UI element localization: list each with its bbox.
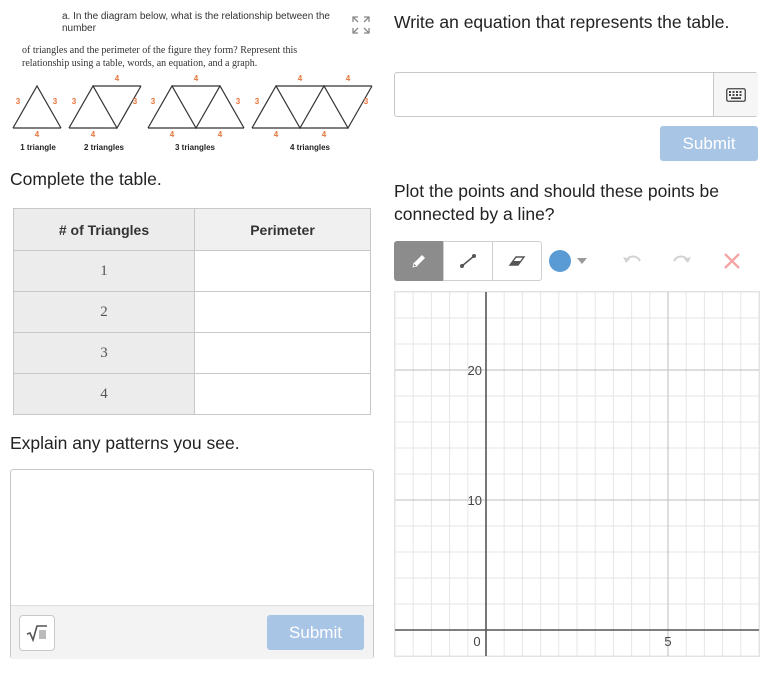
side-length-label: 3 <box>150 97 156 106</box>
bottom-length-label: 4 <box>217 130 223 139</box>
triangle-count-cell: 2 <box>14 292 195 333</box>
redo-button[interactable] <box>670 250 694 272</box>
explain-textarea[interactable] <box>11 470 373 605</box>
y-tick-label: 20 <box>467 363 482 378</box>
problem-image <box>10 8 375 158</box>
bottom-length-label: 4 <box>321 130 327 139</box>
top-length-label: 4 <box>297 74 303 83</box>
side-length-label: 3 <box>254 97 260 106</box>
figure-caption: 3 triangles <box>174 143 216 152</box>
side-length-label: 3 <box>71 97 77 106</box>
square-root-icon <box>26 624 48 642</box>
perimeter-input-cell[interactable] <box>195 333 371 374</box>
triangle-zigzag <box>252 86 372 128</box>
eraser-icon <box>507 252 527 270</box>
explain-response-box <box>10 469 374 659</box>
undo-icon <box>620 250 644 272</box>
header-perimeter: Perimeter <box>195 209 371 251</box>
table-row <box>14 333 371 374</box>
eraser-tool-button[interactable] <box>492 241 542 281</box>
color-picker[interactable] <box>548 249 592 273</box>
close-icon <box>720 250 744 272</box>
triangle-perimeter-table <box>13 208 371 415</box>
triangle-zigzag <box>69 86 141 128</box>
graph-area[interactable] <box>394 291 760 657</box>
side-length-label: 3 <box>52 97 58 106</box>
table-row <box>14 251 371 292</box>
triangle-figures <box>10 74 375 158</box>
keypad-button[interactable] <box>713 73 758 116</box>
equation-field[interactable] <box>395 73 713 116</box>
question-header: a. In the diagram below, what is the relationship between the number <box>62 11 330 34</box>
top-length-label: 4 <box>345 74 351 83</box>
header-number-of-triangles: # of Triangles <box>14 209 195 251</box>
figure-caption: 2 triangles <box>83 143 125 152</box>
explain-submit-button[interactable]: Submit <box>267 615 364 650</box>
redo-icon <box>670 250 694 272</box>
top-length-label: 4 <box>193 74 199 83</box>
side-length-label: 3 <box>132 97 138 106</box>
table-row <box>14 374 371 415</box>
triangle-count-cell: 3 <box>14 333 195 374</box>
x-tick-label: 5 <box>664 634 672 649</box>
top-length-label: 4 <box>114 74 120 83</box>
perimeter-input-cell[interactable] <box>195 292 371 333</box>
side-length-label: 3 <box>235 97 241 106</box>
segment-tool-button[interactable] <box>443 241 493 281</box>
triangle-zigzag <box>13 86 61 128</box>
bottom-length-label: 4 <box>273 130 279 139</box>
bottom-length-label: 4 <box>169 130 175 139</box>
equation-submit-button[interactable]: Submit <box>660 126 758 161</box>
pencil-tool-button[interactable] <box>394 241 444 281</box>
perimeter-input-cell[interactable] <box>195 374 371 415</box>
figure-caption: 1 triangle <box>20 143 56 152</box>
bottom-length-label: 4 <box>90 130 96 139</box>
clear-button[interactable] <box>720 250 744 272</box>
side-length-label: 3 <box>363 97 369 106</box>
triangle-count-cell: 4 <box>14 374 195 415</box>
table-row <box>14 292 371 333</box>
question-body: of triangles and the perimeter of the figure they form? Represent this relationship using a table, words, an equation, and a graph. <box>22 45 298 69</box>
undo-button[interactable] <box>620 250 644 272</box>
equation-input-box <box>394 72 758 117</box>
explain-patterns-prompt: Explain any patterns you see. <box>10 433 240 453</box>
explain-footer <box>11 605 373 659</box>
perimeter-input-cell[interactable] <box>195 251 371 292</box>
triangle-count-cell: 1 <box>14 251 195 292</box>
pencil-icon <box>410 252 428 270</box>
triangle-zigzag <box>148 86 244 128</box>
chevron-down-icon <box>577 258 587 264</box>
coordinate-grid[interactable] <box>395 292 759 656</box>
keyboard-icon <box>726 88 746 102</box>
segment-icon <box>458 252 478 270</box>
y-tick-label: 10 <box>467 493 482 508</box>
bottom-length-label: 4 <box>34 130 40 139</box>
figure-caption: 4 triangles <box>289 143 331 152</box>
origin-label: 0 <box>473 634 481 649</box>
equation-prompt: Write an equation that represents the table. <box>394 12 730 32</box>
math-input-button[interactable] <box>19 615 55 651</box>
side-length-label: 3 <box>15 97 21 106</box>
color-swatch <box>549 250 571 272</box>
expand-icon[interactable] <box>350 14 372 36</box>
plot-points-prompt: Plot the points and should these points be connected by a line? <box>394 181 719 224</box>
graph-toolbar <box>394 241 758 281</box>
complete-table-prompt: Complete the table. <box>10 169 162 189</box>
